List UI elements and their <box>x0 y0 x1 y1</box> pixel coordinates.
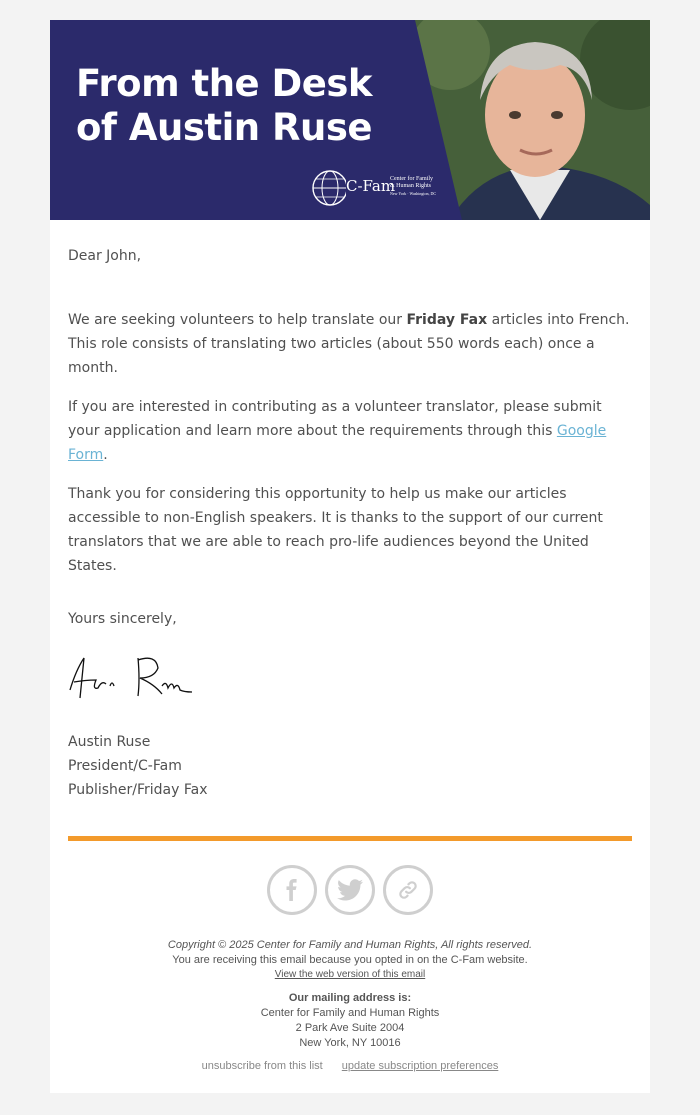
footer-copyright: Copyright © 2025 Center for Family and Human Rights, All rights reserved. <box>167 939 533 951</box>
mailing-address-label: Our mailing address is: <box>288 992 412 1004</box>
footer-web-version <box>50 968 650 982</box>
signature-image <box>66 650 196 706</box>
signature-block <box>68 730 208 802</box>
paragraph-1 <box>68 308 632 380</box>
address-line-2: 2 Park Ave Suite 2004 <box>295 1022 405 1034</box>
update-preferences-link[interactable]: update subscription preferences <box>341 1060 499 1072</box>
twitter-icon <box>337 879 363 901</box>
footer-mailing-address <box>50 991 650 1051</box>
paragraph-2 <box>68 395 632 467</box>
footer-subscription-links <box>50 1059 650 1073</box>
footer-reason: You are receiving this email because you opted in on the C-Fam website. <box>172 954 528 966</box>
address-line-1: Center for Family and Human Rights <box>260 1007 440 1019</box>
signer-name: Austin Ruse <box>68 734 151 750</box>
cfam-logo <box>310 168 440 210</box>
globe-icon <box>310 168 346 208</box>
footer-divider <box>68 836 632 841</box>
email-header-banner <box>50 20 650 220</box>
link-icon <box>397 879 419 901</box>
banner-title-line2: of Austin Ruse <box>76 106 372 149</box>
paragraph-3: Thank you for considering this opportunity to help us make our articles accessible to non-English speakers. It is thanks to the support of our current translators that we are able to reach pro-life audiences beyond the United States. <box>68 486 603 574</box>
p2-text: If you are interested in contributing as a volunteer translator, please submit your application and learn more about the requirements through this <box>68 399 602 439</box>
logo-sub-line1: Center for Family <box>390 176 433 182</box>
p1-text: We are seeking volunteers to help translate our <box>68 312 407 328</box>
google-form-link[interactable]: Google Form <box>68 423 607 463</box>
banner-title-line1: From the Desk <box>76 62 372 105</box>
social-links <box>267 865 433 915</box>
address-line-3: New York, NY 10016 <box>299 1037 401 1049</box>
website-link[interactable] <box>383 865 433 915</box>
greeting: Dear John, <box>68 248 142 264</box>
email-container <box>50 20 650 1093</box>
facebook-link[interactable] <box>267 865 317 915</box>
unsubscribe-link[interactable]: unsubscribe from this list <box>201 1060 323 1072</box>
web-version-link[interactable]: View the web version of this email <box>274 969 426 980</box>
logo-name: C-Fam <box>346 177 396 195</box>
p2-text-end: . <box>103 447 108 463</box>
banner-title <box>76 62 372 150</box>
facebook-icon <box>281 879 303 901</box>
signer-title-1: President/C-Fam <box>68 758 182 774</box>
logo-sub-line3: New York · Washington, DC <box>390 191 437 196</box>
signer-title-2: Publisher/Friday Fax <box>68 782 208 798</box>
closing: Yours sincerely, <box>68 611 177 627</box>
twitter-link[interactable] <box>325 865 375 915</box>
p1-text-end: articles into French. This role consists of translating two articles (about 550 words each) once a month. <box>68 312 630 376</box>
p1-bold-text: Friday Fax <box>406 312 488 328</box>
logo-subtitle <box>390 176 450 197</box>
logo-sub-line2: & Human Rights <box>390 183 432 189</box>
